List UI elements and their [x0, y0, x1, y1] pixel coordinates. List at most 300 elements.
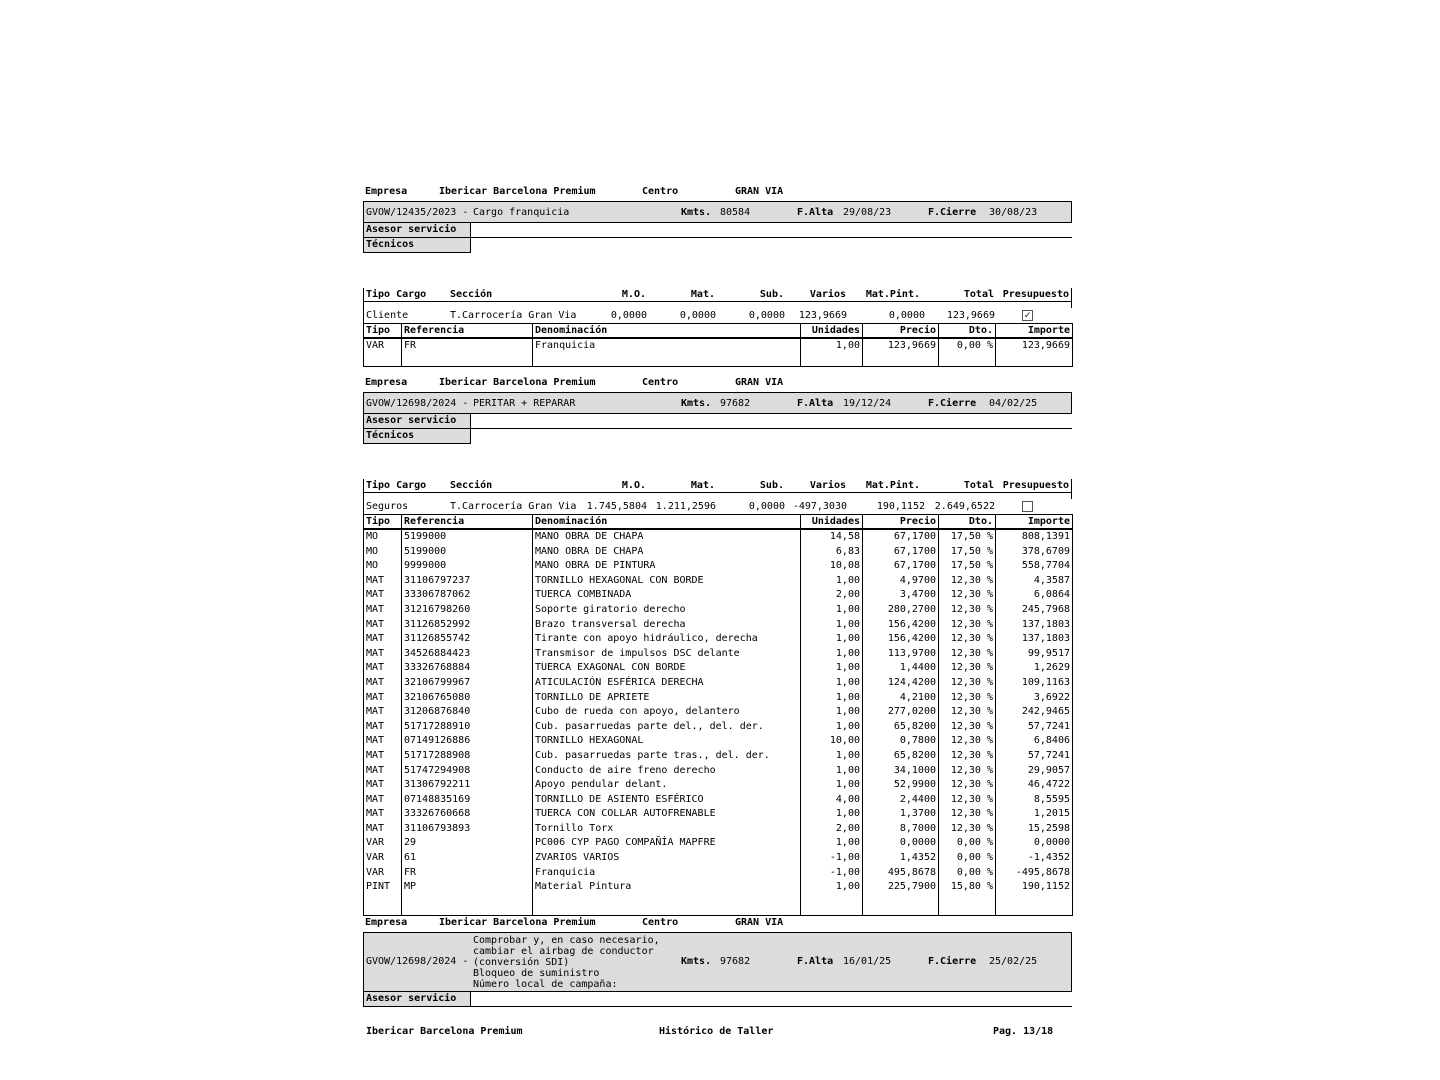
cell-precio: 65,8200 — [863, 720, 939, 735]
cell-den: TUERCA CON COLLAR AUTOFRENABLE — [533, 807, 801, 822]
fcierre-value: 25/02/25 — [989, 956, 1038, 967]
cell-precio: 65,8200 — [863, 749, 939, 764]
cell-dto: 0,00 % — [939, 851, 996, 866]
cell-precio: 156,4200 — [863, 632, 939, 647]
cell-den: Franquicia — [533, 866, 801, 881]
cell-ref: 33306787062 — [402, 588, 533, 603]
presupuesto-checkbox[interactable] — [1022, 501, 1033, 512]
cell-tipo: MAT — [364, 647, 402, 662]
cell-uni: 1,00 — [801, 880, 863, 895]
cell-importe: 245,7968 — [996, 603, 1073, 618]
cell-uni: 14,58 — [801, 529, 863, 545]
cell-uni: -1,00 — [801, 866, 863, 881]
order-header — [363, 201, 1072, 223]
lines-header: Tipo Referencia Denominación Unidades Precio Dto. Importe — [364, 515, 1073, 530]
cell-uni: 1,00 — [801, 749, 863, 764]
cell-uni: 4,00 — [801, 793, 863, 808]
falta-value: 29/08/23 — [843, 207, 892, 218]
cargo-col-mat: Mat. — [690, 480, 715, 491]
cell-ref: 5199000 — [402, 545, 533, 560]
cell-den: Conducto de aire freno derecho — [533, 764, 801, 779]
cargo-col-presupuesto: Presupuesto — [1002, 289, 1069, 300]
cell-uni: 1,00 — [801, 338, 863, 354]
table-row — [364, 778, 1073, 793]
cell-precio: 34,1000 — [863, 764, 939, 779]
cell-den: MANO OBRA DE CHAPA — [533, 529, 801, 545]
cell-ref: FR — [402, 866, 533, 881]
cell-uni: 1,00 — [801, 720, 863, 735]
cell-tipo: MO — [364, 529, 402, 545]
cargo-col-mo: M.O. — [621, 480, 646, 491]
cell-uni: 1,00 — [801, 705, 863, 720]
cargo-col-total: Total — [963, 480, 994, 491]
cell-dto: 12,30 % — [939, 676, 996, 691]
cell-importe: 137,1803 — [996, 618, 1073, 633]
falta-label: F.Alta — [797, 398, 834, 409]
cell-ref: 33326768884 — [402, 661, 533, 676]
cell-den: TORNILLO DE APRIETE — [533, 691, 801, 706]
cell-uni: 1,00 — [801, 661, 863, 676]
cell-den: Transmisor de impulsos DSC delante — [533, 647, 801, 662]
cell-importe: -495,8678 — [996, 866, 1073, 881]
cargo-matpint: 0,0000 — [888, 310, 925, 321]
table-row — [364, 574, 1073, 589]
table-padding-row — [364, 895, 1073, 916]
cell-importe: 137,1803 — [996, 632, 1073, 647]
order-header — [363, 392, 1072, 414]
cargo-col-presupuesto: Presupuesto — [1002, 480, 1069, 491]
empresa-row — [363, 915, 1072, 929]
table-row — [364, 559, 1073, 574]
cell-ref: FR — [402, 338, 533, 354]
cell-tipo: MAT — [364, 705, 402, 720]
cell-precio: 495,8678 — [863, 866, 939, 881]
table-row — [364, 529, 1073, 545]
cell-ref: 31126855742 — [402, 632, 533, 647]
cell-precio: 4,2100 — [863, 691, 939, 706]
cargo-total: 2.649,6522 — [934, 501, 995, 512]
table-row — [364, 661, 1073, 676]
order-header — [363, 932, 1072, 992]
cell-importe: 190,1152 — [996, 880, 1073, 895]
cell-uni: 1,00 — [801, 603, 863, 618]
cell-uni: 6,83 — [801, 545, 863, 560]
cargo-col-mo: M.O. — [621, 289, 646, 300]
cell-importe: 6,8406 — [996, 734, 1073, 749]
cargo-col-matpint: Mat.Pint. — [865, 289, 920, 300]
cell-importe: 46,4722 — [996, 778, 1073, 793]
cell-tipo: VAR — [364, 851, 402, 866]
asesor-row — [363, 414, 1072, 429]
cell-importe: 29,9057 — [996, 764, 1073, 779]
cell-uni: 10,00 — [801, 734, 863, 749]
cell-precio: 67,1700 — [863, 529, 939, 545]
cell-tipo: MAT — [364, 822, 402, 837]
cell-precio: 1,3700 — [863, 807, 939, 822]
cell-tipo: VAR — [364, 836, 402, 851]
order-number: GVOW/12435/2023 - — [366, 207, 469, 218]
cell-ref: 31216798260 — [402, 603, 533, 618]
tecnicos-row — [363, 429, 1072, 444]
cell-dto: 12,30 % — [939, 749, 996, 764]
cell-importe: 242,9465 — [996, 705, 1073, 720]
cargo-sub: 0,0000 — [748, 310, 785, 321]
cell-ref: 51747294908 — [402, 764, 533, 779]
table-row — [364, 822, 1073, 837]
cell-precio: 123,9669 — [863, 338, 939, 354]
table-row — [364, 807, 1073, 822]
cell-dto: 12,30 % — [939, 764, 996, 779]
table-row — [364, 603, 1073, 618]
cell-importe: 378,6709 — [996, 545, 1073, 560]
cell-dto: 17,50 % — [939, 559, 996, 574]
empresa-value: Ibericar Barcelona Premium — [439, 377, 596, 388]
table-row — [364, 618, 1073, 633]
cargo-matpint: 190,1152 — [876, 501, 925, 512]
cell-tipo: PINT — [364, 880, 402, 895]
empresa-label: Empresa — [365, 186, 408, 197]
cell-tipo: MAT — [364, 588, 402, 603]
falta-value: 16/01/25 — [843, 956, 892, 967]
kmts-value: 97682 — [720, 956, 751, 967]
cell-ref: 31106797237 — [402, 574, 533, 589]
cell-ref: 5199000 — [402, 529, 533, 545]
cell-den: TORNILLO DE ASIENTO ESFÉRICO — [533, 793, 801, 808]
cell-tipo: MAT — [364, 749, 402, 764]
cell-precio: 8,7000 — [863, 822, 939, 837]
cell-precio: 52,9900 — [863, 778, 939, 793]
cargo-header — [363, 479, 1072, 493]
table-padding-row — [364, 354, 1073, 367]
cell-importe: -1,4352 — [996, 851, 1073, 866]
cell-uni: 1,00 — [801, 691, 863, 706]
cell-precio: 156,4200 — [863, 618, 939, 633]
table-row — [364, 734, 1073, 749]
fcierre-label: F.Cierre — [928, 207, 977, 218]
cell-tipo: MO — [364, 545, 402, 560]
cell-precio: 277,0200 — [863, 705, 939, 720]
cell-tipo: MO — [364, 559, 402, 574]
cell-den: TUERCA COMBINADA — [533, 588, 801, 603]
table-row — [364, 880, 1073, 895]
cargo-varios: -497,3030 — [792, 501, 847, 512]
cell-precio: 4,9700 — [863, 574, 939, 589]
cell-precio: 225,7900 — [863, 880, 939, 895]
cell-importe: 15,2598 — [996, 822, 1073, 837]
footer-company: Ibericar Barcelona Premium — [366, 1026, 523, 1037]
cell-dto: 12,30 % — [939, 807, 996, 822]
empresa-label: Empresa — [365, 917, 408, 928]
cell-tipo: MAT — [364, 661, 402, 676]
cell-precio: 0,0000 — [863, 836, 939, 851]
cell-uni: 10,08 — [801, 559, 863, 574]
falta-value: 19/12/24 — [843, 398, 892, 409]
cell-dto: 17,50 % — [939, 529, 996, 545]
order-3-section — [363, 915, 1072, 1007]
table-row — [364, 588, 1073, 603]
cell-tipo: MAT — [364, 764, 402, 779]
cell-precio: 113,9700 — [863, 647, 939, 662]
cell-precio: 1,4400 — [863, 661, 939, 676]
cell-dto: 0,00 % — [939, 836, 996, 851]
cell-den: Brazo transversal derecha — [533, 618, 801, 633]
order-number: GVOW/12698/2024 - — [366, 956, 469, 967]
table-row — [364, 749, 1073, 764]
cell-den: MANO OBRA DE CHAPA — [533, 545, 801, 560]
falta-label: F.Alta — [797, 207, 834, 218]
table-row — [364, 632, 1073, 647]
cargo-header — [363, 288, 1072, 302]
order-description: PERITAR + REPARAR — [473, 398, 576, 409]
lines-table — [363, 514, 1073, 916]
cargo-col-varios: Varios — [809, 289, 846, 300]
cell-importe: 3,6922 — [996, 691, 1073, 706]
cell-dto: 12,30 % — [939, 720, 996, 735]
cell-uni: 1,00 — [801, 618, 863, 633]
cell-dto: 0,00 % — [939, 338, 996, 354]
cell-dto: 12,30 % — [939, 734, 996, 749]
cargo-seccion: T.Carrocería Gran Via — [450, 501, 577, 512]
cell-importe: 4,3587 — [996, 574, 1073, 589]
cargo-row — [363, 308, 1072, 323]
cell-precio: 124,4200 — [863, 676, 939, 691]
cell-den: ZVARIOS VARIOS — [533, 851, 801, 866]
cargo-tipo: Seguros — [366, 501, 409, 512]
table-row — [364, 720, 1073, 735]
cell-tipo: MAT — [364, 807, 402, 822]
empresa-row — [363, 375, 1072, 389]
asesor-label: Asesor servicio — [363, 223, 471, 238]
asesor-row — [363, 992, 1072, 1007]
cell-dto: 12,30 % — [939, 618, 996, 633]
kmts-value: 97682 — [720, 398, 751, 409]
cell-importe: 57,7241 — [996, 720, 1073, 735]
cell-precio: 67,1700 — [863, 559, 939, 574]
cell-dto: 0,00 % — [939, 866, 996, 881]
cell-dto: 12,30 % — [939, 632, 996, 647]
centro-label: Centro — [642, 186, 679, 197]
cell-den: TORNILLO HEXAGONAL — [533, 734, 801, 749]
cell-uni: 2,00 — [801, 588, 863, 603]
cell-tipo: MAT — [364, 574, 402, 589]
cargo-col-total: Total — [963, 289, 994, 300]
lines-table — [363, 323, 1073, 367]
cell-tipo: MAT — [364, 676, 402, 691]
cell-ref: 29 — [402, 836, 533, 851]
asesor-row — [363, 223, 1072, 238]
cell-precio: 2,4400 — [863, 793, 939, 808]
cell-den: Cub. pasarruedas parte tras., del. der. — [533, 749, 801, 764]
cargo-col-sub: Sub. — [759, 289, 784, 300]
cell-uni: 1,00 — [801, 647, 863, 662]
tecnicos-row — [363, 238, 1072, 253]
table-row — [364, 338, 1073, 354]
cell-ref: 31106793893 — [402, 822, 533, 837]
cell-den: Tirante con apoyo hidráulico, derecha — [533, 632, 801, 647]
cell-dto: 12,30 % — [939, 603, 996, 618]
fcierre-value: 04/02/25 — [989, 398, 1038, 409]
cell-ref: 31126852992 — [402, 618, 533, 633]
cargo-col-matpint: Mat.Pint. — [865, 480, 920, 491]
cell-tipo: MAT — [364, 720, 402, 735]
cell-uni: 1,00 — [801, 778, 863, 793]
cell-ref: 32106799967 — [402, 676, 533, 691]
order-1-section — [363, 184, 1072, 367]
cell-precio: 67,1700 — [863, 545, 939, 560]
centro-value: GRAN VIA — [735, 917, 784, 928]
cell-den: TUERCA EXAGONAL CON BORDE — [533, 661, 801, 676]
cell-uni: 1,00 — [801, 836, 863, 851]
tecnicos-label: Técnicos — [363, 238, 471, 253]
cell-den: MANO OBRA DE PINTURA — [533, 559, 801, 574]
cargo-row — [363, 499, 1072, 514]
fcierre-label: F.Cierre — [928, 956, 977, 967]
cargo-col-seccion: Sección — [450, 289, 493, 300]
cell-importe: 6,0864 — [996, 588, 1073, 603]
centro-label: Centro — [642, 377, 679, 388]
cell-importe: 123,9669 — [996, 338, 1073, 354]
cell-den: Cubo de rueda con apoyo, delantero — [533, 705, 801, 720]
falta-label: F.Alta — [797, 956, 834, 967]
order-description: Cargo franquicia — [473, 207, 570, 218]
cell-tipo: VAR — [364, 866, 402, 881]
cell-importe: 1,2015 — [996, 807, 1073, 822]
cell-importe: 1,2629 — [996, 661, 1073, 676]
cell-tipo: VAR — [364, 338, 402, 354]
cargo-mo: 0,0000 — [610, 310, 647, 321]
order-2-section — [363, 375, 1072, 916]
cell-importe: 808,1391 — [996, 529, 1073, 545]
lines-header: Tipo Referencia Denominación Unidades Precio Dto. Importe — [364, 324, 1073, 339]
cell-uni: 2,00 — [801, 822, 863, 837]
cell-dto: 12,30 % — [939, 647, 996, 662]
cargo-col-varios: Varios — [809, 480, 846, 491]
table-row — [364, 545, 1073, 560]
cell-ref: MP — [402, 880, 533, 895]
cell-tipo: MAT — [364, 793, 402, 808]
cargo-col-seccion: Sección — [450, 480, 493, 491]
centro-value: GRAN VIA — [735, 186, 784, 197]
cargo-col-tipo: Tipo Cargo — [366, 480, 427, 491]
cargo-sub: 0,0000 — [748, 501, 785, 512]
footer-page: Pag. 13/18 — [993, 1026, 1054, 1037]
cell-importe: 558,7704 — [996, 559, 1073, 574]
cell-importe: 0,0000 — [996, 836, 1073, 851]
cell-dto: 12,30 % — [939, 691, 996, 706]
cell-den: Tornillo Torx — [533, 822, 801, 837]
cell-dto: 15,80 % — [939, 880, 996, 895]
cell-uni: 1,00 — [801, 574, 863, 589]
cell-tipo: MAT — [364, 691, 402, 706]
cell-importe: 109,1163 — [996, 676, 1073, 691]
cell-den: ATICULACIÓN ESFÉRICA DERECHA — [533, 676, 801, 691]
cell-tipo: MAT — [364, 778, 402, 793]
cell-uni: 1,00 — [801, 676, 863, 691]
empresa-label: Empresa — [365, 377, 408, 388]
cell-den: Apoyo pendular delant. — [533, 778, 801, 793]
cell-ref: 34526884423 — [402, 647, 533, 662]
cell-ref: 51717288908 — [402, 749, 533, 764]
centro-value: GRAN VIA — [735, 377, 784, 388]
cell-dto: 12,30 % — [939, 574, 996, 589]
table-row — [364, 836, 1073, 851]
cargo-tipo: Cliente — [366, 310, 409, 321]
cargo-mo: 1.745,5804 — [586, 501, 647, 512]
cell-precio: 3,4700 — [863, 588, 939, 603]
cell-den: TORNILLO HEXAGONAL CON BORDE — [533, 574, 801, 589]
cargo-col-tipo: Tipo Cargo — [366, 289, 427, 300]
cell-ref: 31306792211 — [402, 778, 533, 793]
cell-tipo: MAT — [364, 618, 402, 633]
cell-uni: 1,00 — [801, 632, 863, 647]
cell-ref: 9999000 — [402, 559, 533, 574]
cargo-col-sub: Sub. — [759, 480, 784, 491]
cell-importe: 8,5595 — [996, 793, 1073, 808]
tecnicos-label: Técnicos — [363, 429, 471, 444]
table-row — [364, 851, 1073, 866]
cell-importe: 57,7241 — [996, 749, 1073, 764]
cell-ref: 51717288910 — [402, 720, 533, 735]
cell-precio: 1,4352 — [863, 851, 939, 866]
cell-dto: 12,30 % — [939, 793, 996, 808]
cell-dto: 12,30 % — [939, 661, 996, 676]
cell-dto: 12,30 % — [939, 588, 996, 603]
cell-dto: 17,50 % — [939, 545, 996, 560]
cell-den: PC006 CYP PAGO COMPAÑÍA MAPFRE — [533, 836, 801, 851]
table-row — [364, 676, 1073, 691]
centro-label: Centro — [642, 917, 679, 928]
table-row — [364, 647, 1073, 662]
table-row — [364, 793, 1073, 808]
cargo-mat: 1.211,2596 — [655, 501, 716, 512]
cell-ref: 07149126886 — [402, 734, 533, 749]
cell-ref: 07148835169 — [402, 793, 533, 808]
table-row — [364, 691, 1073, 706]
cell-uni: 1,00 — [801, 764, 863, 779]
asesor-label: Asesor servicio — [363, 414, 471, 429]
asesor-label: Asesor servicio — [363, 992, 471, 1007]
empresa-value: Ibericar Barcelona Premium — [439, 186, 596, 197]
kmts-label: Kmts. — [681, 956, 712, 967]
footer-title: Histórico de Taller — [659, 1026, 774, 1037]
fcierre-value: 30/08/23 — [989, 207, 1038, 218]
cell-uni: -1,00 — [801, 851, 863, 866]
cell-den: Cub. pasarruedas parte del., del. der. — [533, 720, 801, 735]
cell-dto: 12,30 % — [939, 778, 996, 793]
cargo-seccion: T.Carrocería Gran Via — [450, 310, 577, 321]
table-row — [364, 705, 1073, 720]
kmts-label: Kmts. — [681, 207, 712, 218]
table-row — [364, 764, 1073, 779]
cell-den: Soporte giratorio derecho — [533, 603, 801, 618]
cell-tipo: MAT — [364, 603, 402, 618]
kmts-value: 80584 — [720, 207, 751, 218]
cell-precio: 280,2700 — [863, 603, 939, 618]
cell-ref: 31206876840 — [402, 705, 533, 720]
order-number: GVOW/12698/2024 - — [366, 398, 469, 409]
presupuesto-checkbox[interactable] — [1022, 310, 1033, 321]
cell-tipo: MAT — [364, 734, 402, 749]
empresa-row — [363, 184, 1072, 198]
cell-dto: 12,30 % — [939, 822, 996, 837]
cell-den: Material Pintura — [533, 880, 801, 895]
empresa-value: Ibericar Barcelona Premium — [439, 917, 596, 928]
fcierre-label: F.Cierre — [928, 398, 977, 409]
table-row — [364, 866, 1073, 881]
cell-tipo: MAT — [364, 632, 402, 647]
cargo-varios: 123,9669 — [798, 310, 847, 321]
cell-importe: 99,9517 — [996, 647, 1073, 662]
